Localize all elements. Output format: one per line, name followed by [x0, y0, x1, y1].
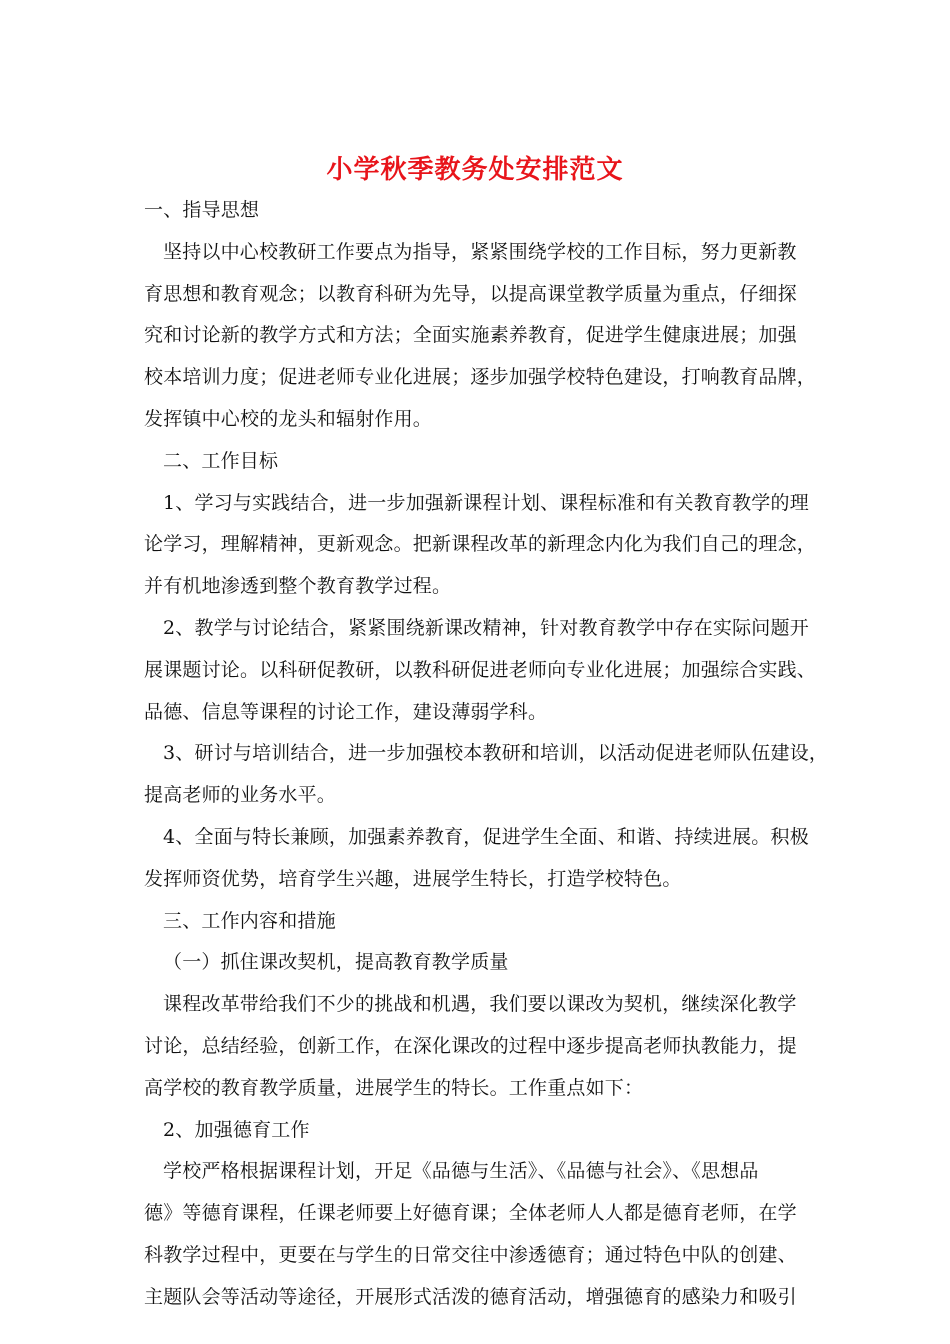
paragraph-line: 4、全面与特长兼顾，加强素养教育，促进学生全面、和谐、持续进展。积极	[163, 825, 809, 848]
paragraph-line: 科教学过程中，更要在与学生的日常交往中渗透德育；通过特色中队的创建、	[144, 1243, 797, 1266]
section-heading: 三、工作内容和措施	[163, 909, 336, 932]
paragraph-line: 3、研讨与培训结合，进一步加强校本教研和培训，以活动促进老师队伍建设，	[163, 742, 829, 765]
document-title: 小学秋季教务处安排范文	[326, 155, 624, 185]
paragraph-line: 校本培训力度；促进老师专业化进展；逐步加强学校特色建设，打响教育品牌，	[144, 366, 817, 389]
section-heading: 二、工作目标	[163, 449, 279, 472]
subsection-heading: （一）抓住课改契机，提高教育教学质量	[163, 951, 509, 974]
paragraph-line: 坚持以中心校教研工作要点为指导，紧紧围绕学校的工作目标，努力更新教	[163, 240, 797, 263]
paragraph-line: 高学校的教育教学质量，进展学生的特长。工作重点如下：	[144, 1076, 644, 1099]
paragraph-line: 课程改革带给我们不少的挑战和机遇，我们要以课改为契机，继续深化教学	[163, 993, 797, 1016]
paragraph-line: 主题队会等活动等途径，开展形式活泼的德育活动，增强德育的感染力和吸引	[144, 1285, 797, 1308]
document-body	[144, 190, 829, 1319]
paragraph-line: 育思想和教育观念；以教育科研为先导，以提高课堂教学质量为重点，仔细探	[144, 282, 797, 305]
paragraph-line: 1、学习与实践结合，进一步加强新课程计划、课程标准和有关教育教学的理	[163, 491, 809, 514]
paragraph-line: 德》等德育课程，任课老师要上好德育课；全体老师人人都是德育老师，在学	[144, 1202, 797, 1225]
paragraph-line: 并有机地渗透到整个教育教学过程。	[144, 575, 452, 598]
paragraph-line: 品德、信息等课程的讨论工作，建设薄弱学科。	[144, 700, 548, 723]
paragraph-line: 2、教学与讨论结合，紧紧围绕新课改精神，针对教育教学中存在实际问题开	[163, 616, 809, 639]
paragraph-line: 论学习，理解精神，更新观念。把新课程改革的新理念内化为我们自己的理念，	[144, 533, 817, 556]
paragraph-line: 提高老师的业务水平。	[144, 784, 337, 807]
paragraph-line: 讨论，总结经验，创新工作，在深化课改的过程中逐步提高老师执教能力，提	[144, 1034, 797, 1057]
paragraph-line: 展课题讨论。以科研促教研，以教科研促进老师向专业化进展；加强综合实践、	[144, 658, 817, 681]
paragraph-line: 发挥师资优势，培育学生兴趣，进展学生特长，打造学校特色。	[144, 867, 682, 890]
subsection-heading: 2、加强德育工作	[163, 1118, 310, 1141]
paragraph-line: 学校严格根据课程计划，开足《品德与生活》、《品德与社会》、《思想品	[163, 1160, 759, 1183]
section-heading: 一、指导思想	[144, 199, 260, 221]
paragraph-line: 发挥镇中心校的龙头和辐射作用。	[144, 407, 433, 430]
paragraph-line: 究和讨论新的教学方式和方法；全面实施素养教育，促进学生健康进展；加强	[144, 324, 797, 347]
